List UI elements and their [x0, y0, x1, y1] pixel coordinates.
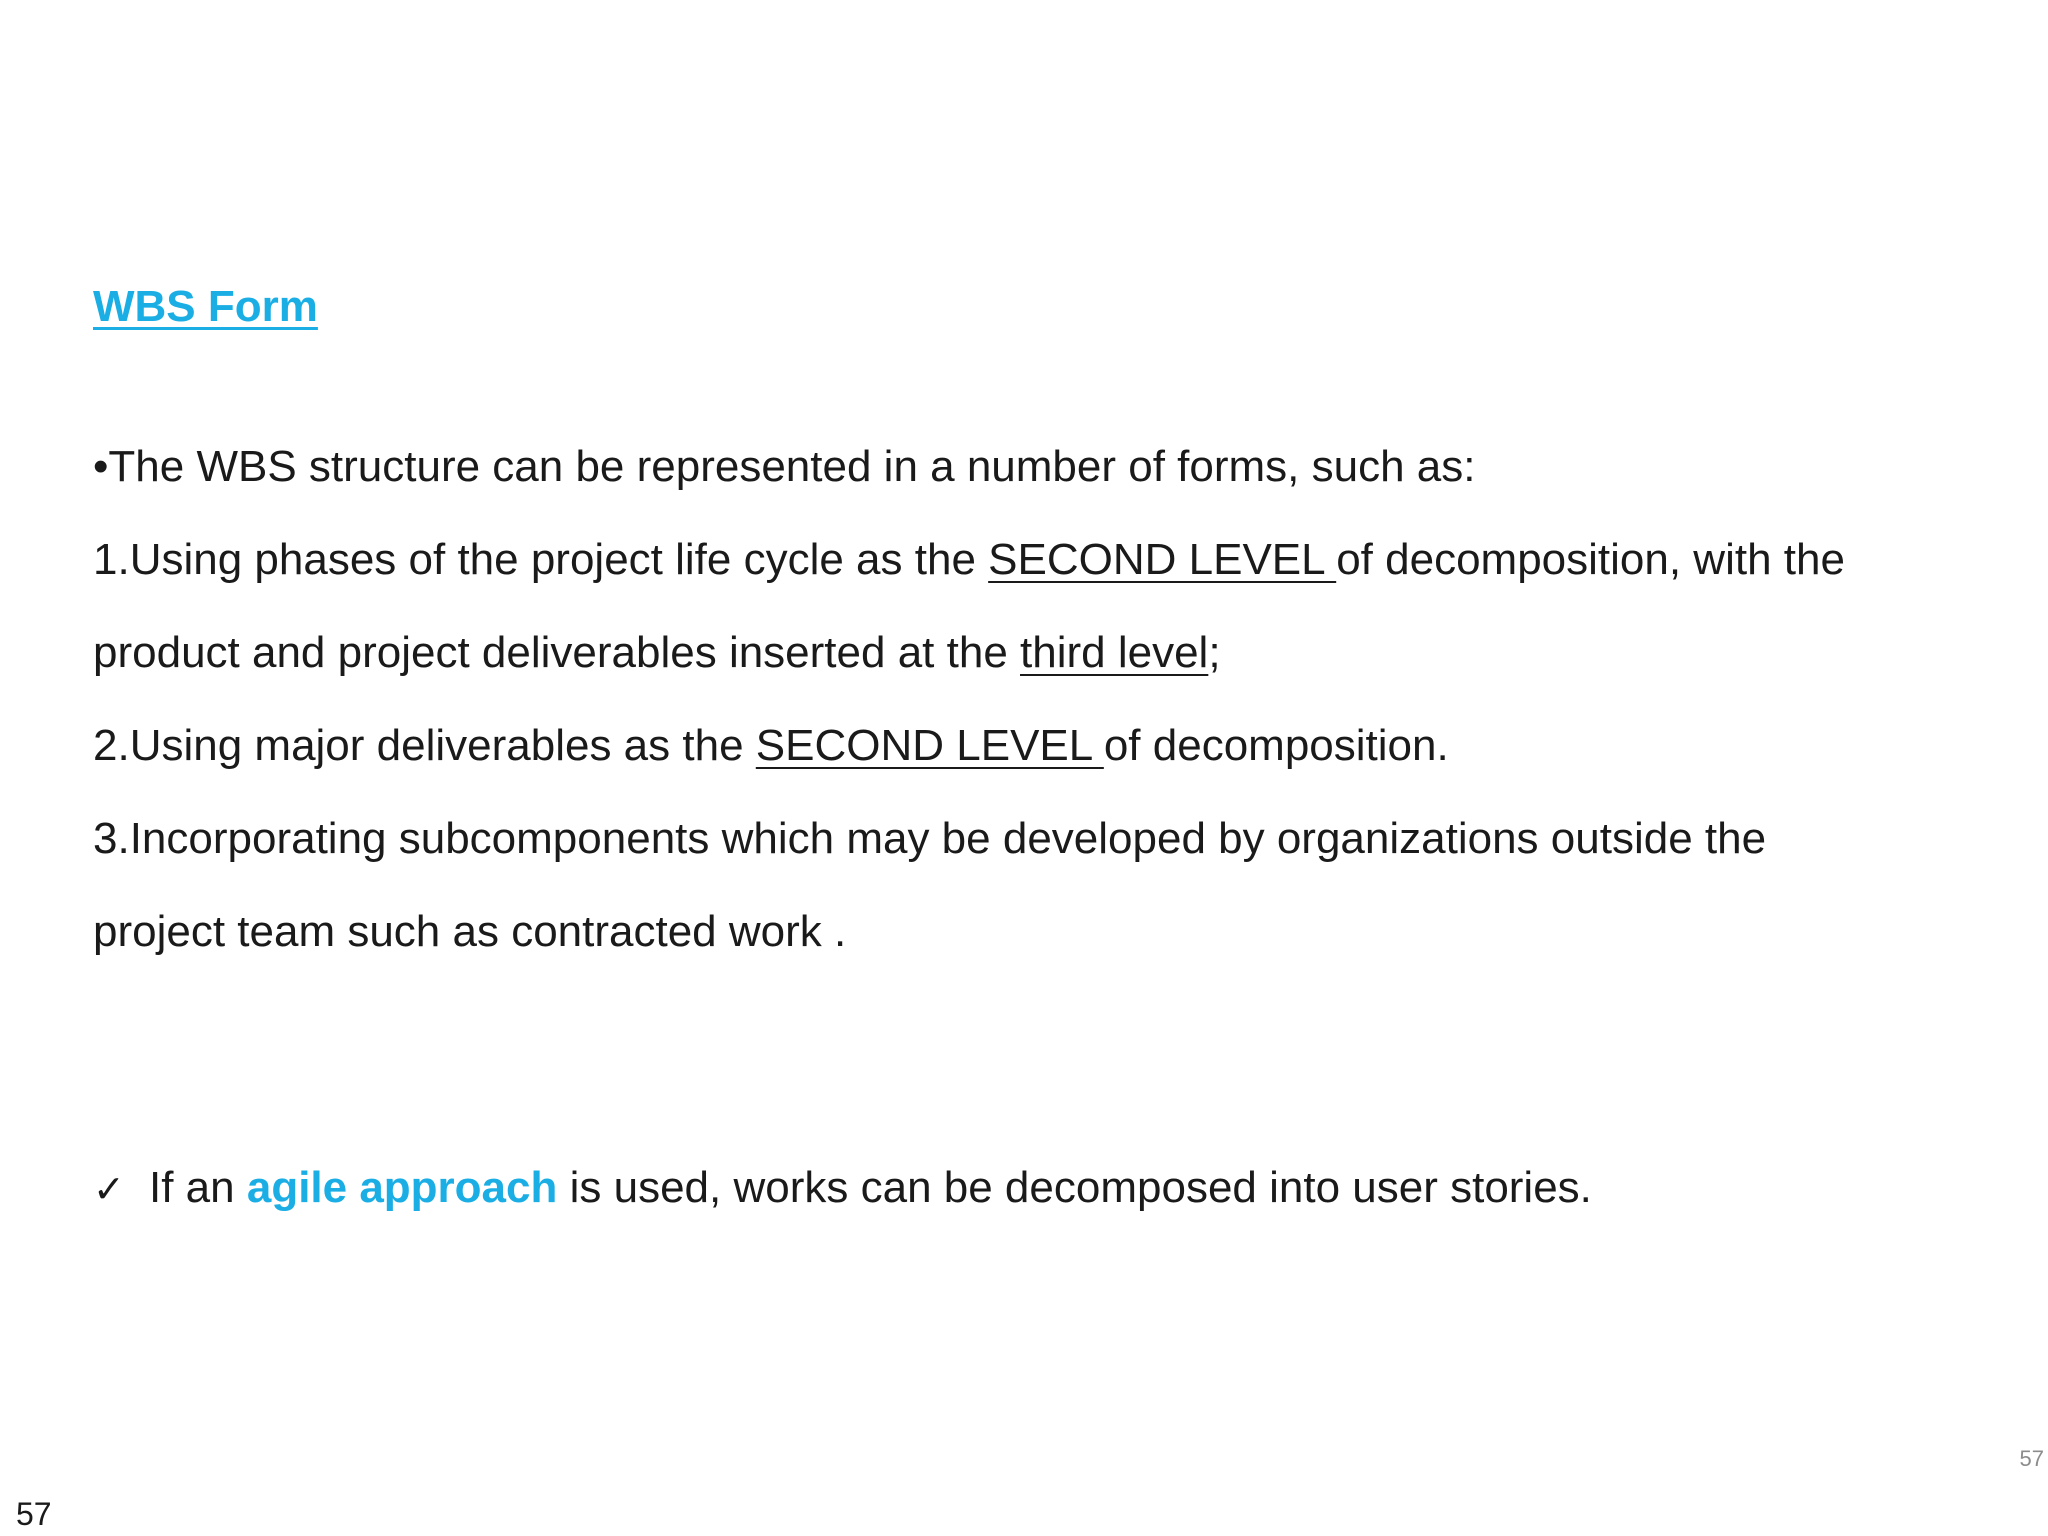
underlined-second-level: SECOND LEVEL — [755, 721, 1104, 770]
underlined-third-level: third level — [1020, 628, 1209, 677]
agile-note-text: is used, works can be decomposed into user stories. — [557, 1163, 1592, 1212]
list-item-1-text: 1.Using phases of the project life cycle as the — [93, 535, 989, 584]
list-item-1-line-2 — [93, 606, 1993, 699]
list-item-1-line-1 — [93, 513, 1993, 606]
list-item-2 — [93, 699, 1993, 792]
list-item-1-text: product and project deliverables inserted at the — [93, 628, 1021, 677]
page-number-left: 57 — [16, 1496, 52, 1532]
agile-note — [93, 1163, 1592, 1213]
slide-title: WBS Form — [93, 282, 318, 331]
checkmark-icon: ✓ — [93, 1167, 125, 1211]
intro-bullet: •The WBS structure can be represented in a number of forms, such as: — [93, 442, 1476, 491]
list-item-3-line-2: project team such as contracted work . — [93, 907, 847, 956]
underlined-second-level: SECOND LEVEL — [988, 535, 1337, 584]
slide-body — [93, 420, 1993, 978]
list-item-1-text: ; — [1208, 628, 1221, 677]
agile-approach-highlight: agile approach — [246, 1163, 558, 1212]
page-number-right: 57 — [2019, 1446, 2044, 1471]
agile-note-text: If an — [149, 1163, 247, 1212]
list-item-2-text: of decomposition. — [1103, 721, 1449, 770]
list-item-3-line-1: 3.Incorporating subcomponents which may be developed by organizations outside the — [93, 814, 1767, 863]
list-item-2-text: 2.Using major deliverables as the — [93, 721, 756, 770]
list-item-1-text: of decomposition, with the — [1336, 535, 1845, 584]
